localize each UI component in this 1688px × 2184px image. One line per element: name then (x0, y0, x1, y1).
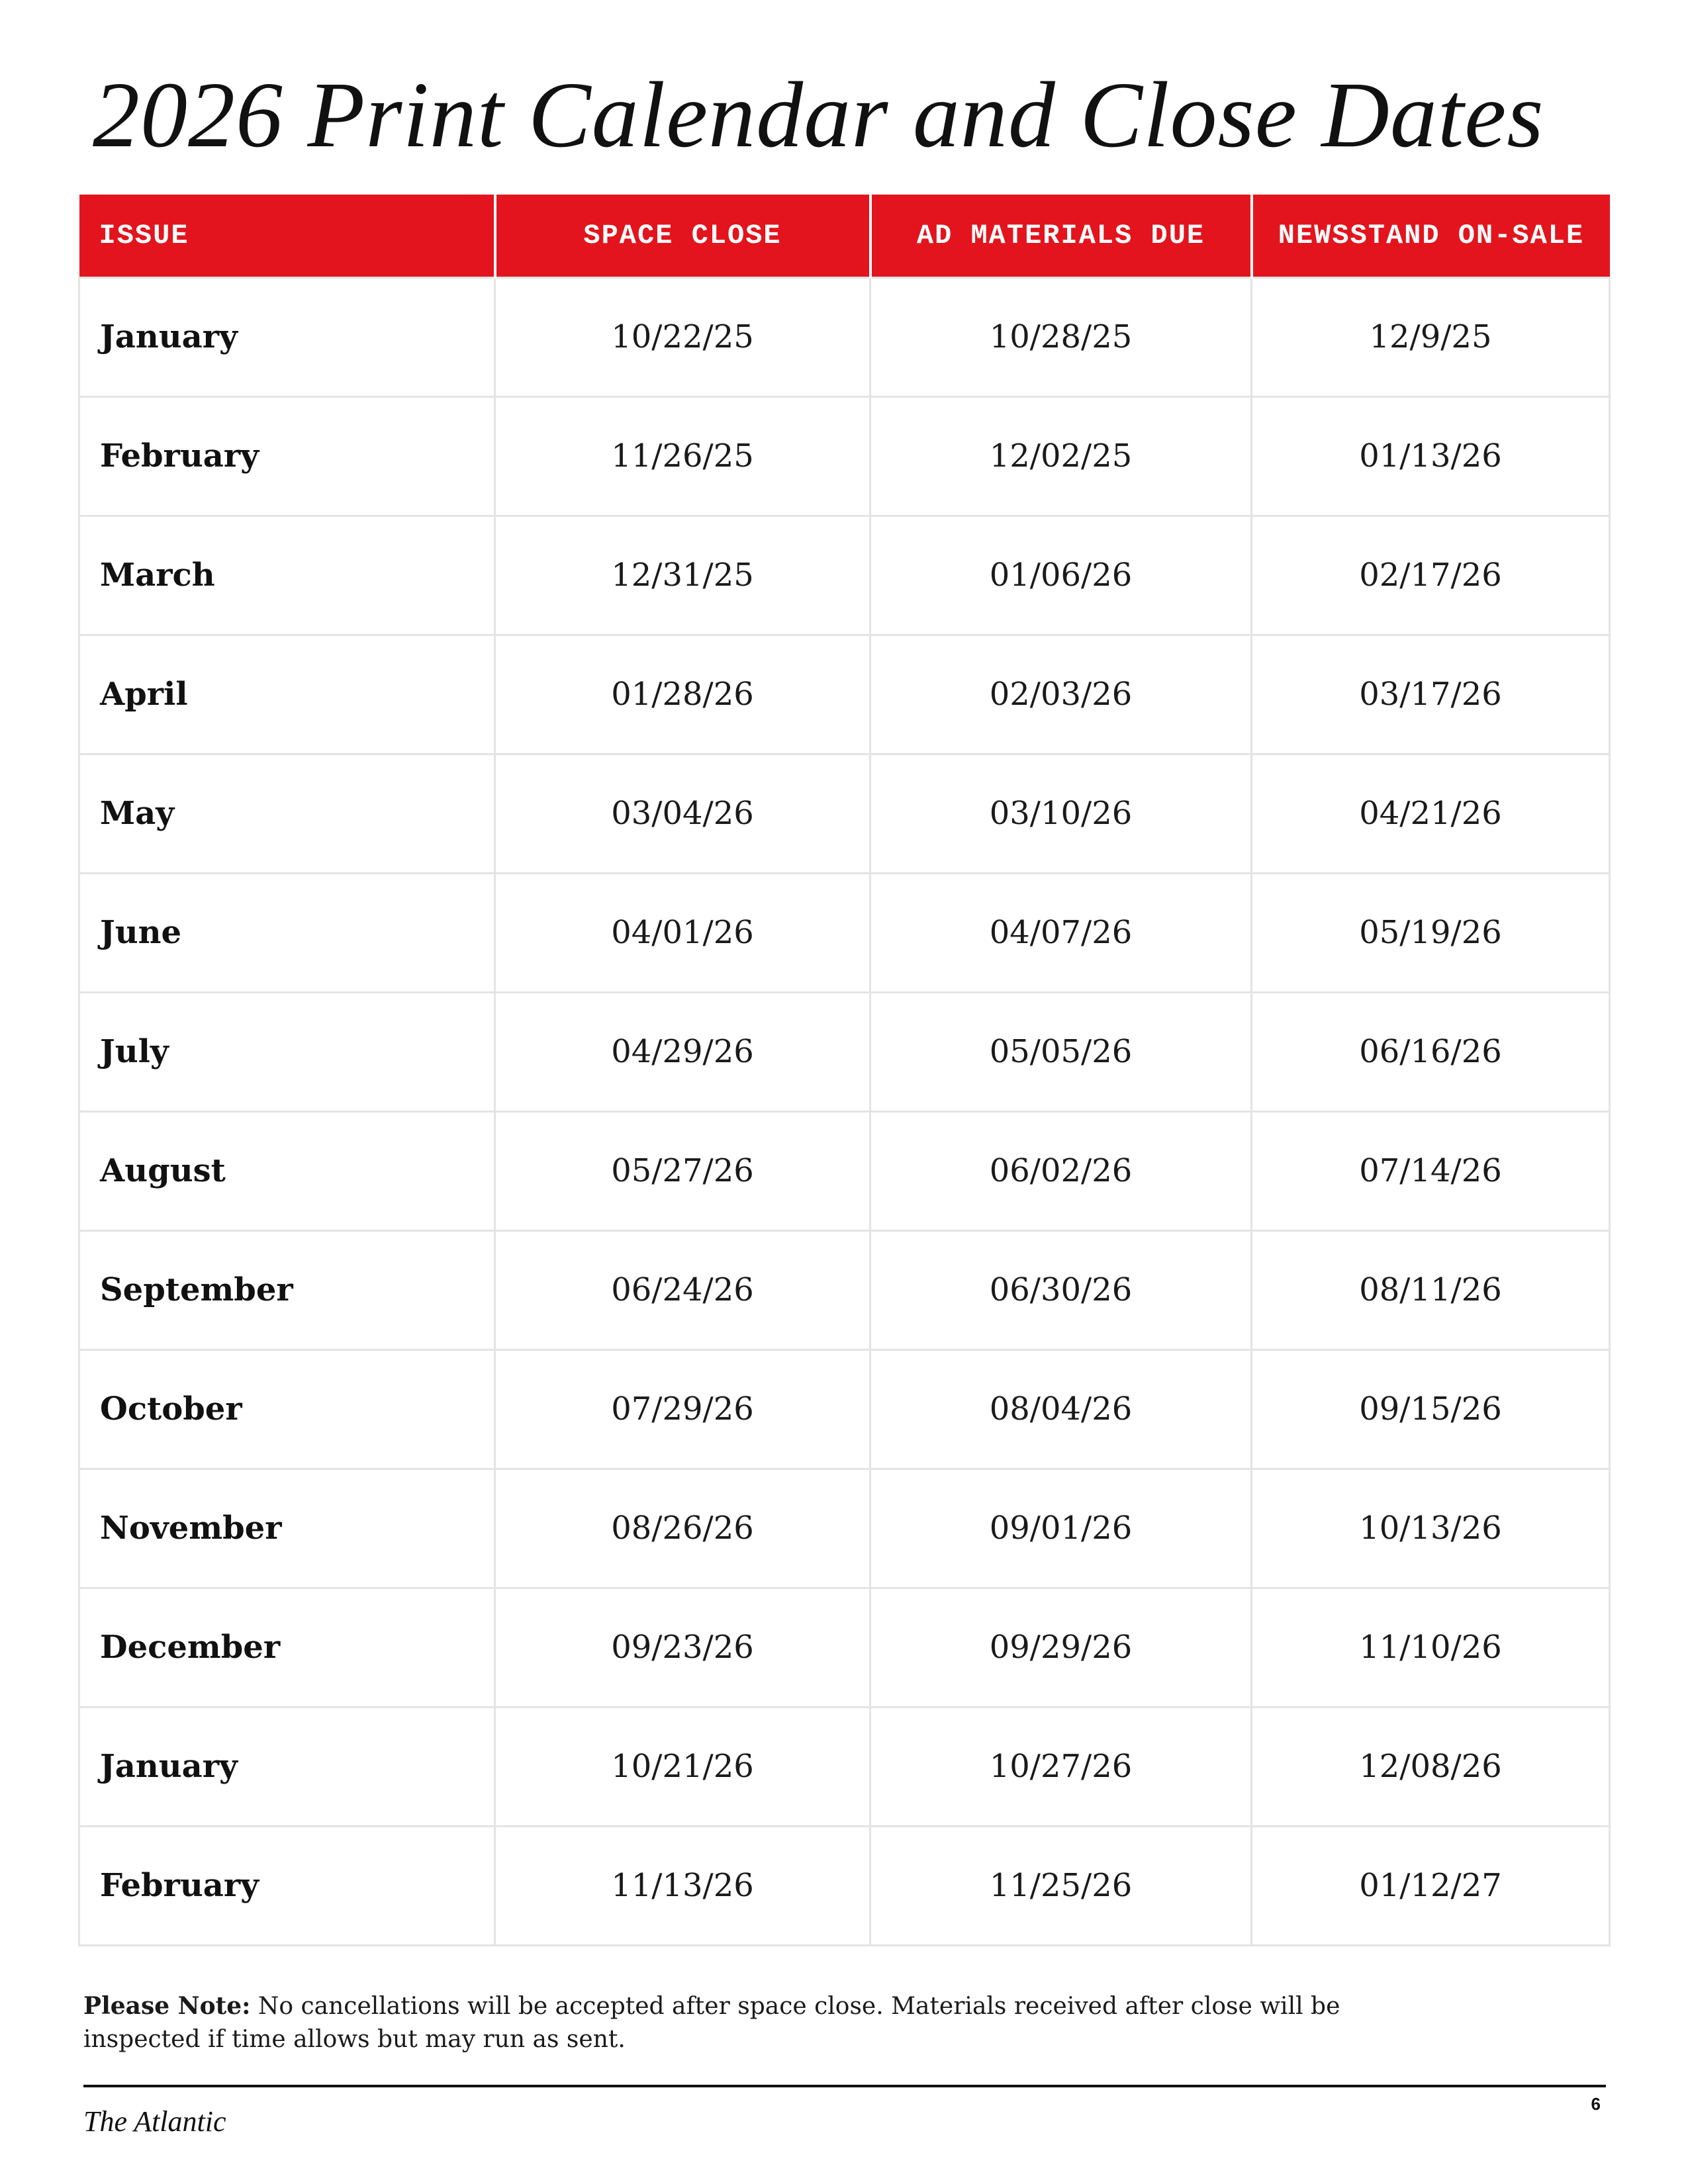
newsstand-on-sale-cell: 01/12/27 (1252, 1826, 1610, 1945)
issue-cell: August (79, 1111, 495, 1230)
issue-cell: July (79, 992, 495, 1111)
space-close-cell: 10/21/26 (495, 1707, 870, 1826)
ad-materials-due-cell: 09/01/26 (870, 1469, 1252, 1588)
newsstand-on-sale-cell: 07/14/26 (1252, 1111, 1610, 1230)
page-title: 2026 Print Calendar and Close Dates (93, 62, 1544, 167)
space-close-cell: 10/22/25 (495, 277, 870, 396)
newsstand-on-sale-cell: 12/9/25 (1252, 277, 1610, 396)
newsstand-on-sale-cell: 01/13/26 (1252, 396, 1610, 516)
please-note (83, 1989, 1341, 2056)
ad-materials-due-cell: 10/27/26 (870, 1707, 1252, 1826)
ad-materials-due-cell: 11/25/26 (870, 1826, 1252, 1945)
space-close-cell: 12/31/25 (495, 516, 870, 635)
table-row (79, 992, 1610, 1111)
table-row (79, 1349, 1610, 1469)
table-row (79, 516, 1610, 635)
newsstand-on-sale-cell: 12/08/26 (1252, 1707, 1610, 1826)
newsstand-on-sale-cell: 03/17/26 (1252, 635, 1610, 754)
issue-cell: October (79, 1349, 495, 1469)
issue-cell: February (79, 396, 495, 516)
ad-materials-due-cell: 06/02/26 (870, 1111, 1252, 1230)
column-header-issue: ISSUE (79, 195, 495, 277)
ad-materials-due-cell: 05/05/26 (870, 992, 1252, 1111)
issue-cell: January (79, 1707, 495, 1826)
newsstand-on-sale-cell: 04/21/26 (1252, 754, 1610, 873)
space-close-cell: 08/26/26 (495, 1469, 870, 1588)
issue-cell: February (79, 1826, 495, 1945)
space-close-cell: 03/04/26 (495, 754, 870, 873)
table-row (79, 277, 1610, 396)
newsstand-on-sale-cell: 02/17/26 (1252, 516, 1610, 635)
column-header-space-close: SPACE CLOSE (495, 195, 870, 277)
issue-cell: December (79, 1588, 495, 1707)
ad-materials-due-cell: 03/10/26 (870, 754, 1252, 873)
newsstand-on-sale-cell: 06/16/26 (1252, 992, 1610, 1111)
space-close-cell: 09/23/26 (495, 1588, 870, 1707)
space-close-cell: 04/01/26 (495, 873, 870, 992)
footer-divider (83, 2085, 1606, 2087)
table-row (79, 1111, 1610, 1230)
table-row (79, 635, 1610, 754)
space-close-cell: 07/29/26 (495, 1349, 870, 1469)
space-close-cell: 06/24/26 (495, 1230, 870, 1349)
ad-materials-due-cell: 04/07/26 (870, 873, 1252, 992)
space-close-cell: 04/29/26 (495, 992, 870, 1111)
table-header-row (79, 195, 1610, 277)
space-close-cell: 11/26/25 (495, 396, 870, 516)
ad-materials-due-cell: 09/29/26 (870, 1588, 1252, 1707)
ad-materials-due-cell: 06/30/26 (870, 1230, 1252, 1349)
table-row (79, 1230, 1610, 1349)
issue-cell: March (79, 516, 495, 635)
column-header-newsstand-on-sale: NEWSSTAND ON-SALE (1252, 195, 1610, 277)
issue-cell: November (79, 1469, 495, 1588)
table-row (79, 754, 1610, 873)
footer-brand-logo: The Atlantic (83, 2105, 226, 2138)
issue-cell: September (79, 1230, 495, 1349)
newsstand-on-sale-cell: 08/11/26 (1252, 1230, 1610, 1349)
column-header-ad-materials-due: AD MATERIALS DUE (870, 195, 1252, 277)
newsstand-on-sale-cell: 05/19/26 (1252, 873, 1610, 992)
table-row (79, 396, 1610, 516)
table-row (79, 1588, 1610, 1707)
space-close-cell: 01/28/26 (495, 635, 870, 754)
table-row (79, 873, 1610, 992)
space-close-cell: 11/13/26 (495, 1826, 870, 1945)
issue-cell: June (79, 873, 495, 992)
ad-materials-due-cell: 10/28/25 (870, 277, 1252, 396)
newsstand-on-sale-cell: 10/13/26 (1252, 1469, 1610, 1588)
newsstand-on-sale-cell: 11/10/26 (1252, 1588, 1610, 1707)
ad-materials-due-cell: 01/06/26 (870, 516, 1252, 635)
page-number: 6 (1591, 2094, 1601, 2114)
table-body (79, 277, 1610, 1945)
ad-materials-due-cell: 12/02/25 (870, 396, 1252, 516)
newsstand-on-sale-cell: 09/15/26 (1252, 1349, 1610, 1469)
table-row (79, 1707, 1610, 1826)
print-calendar-table (78, 195, 1611, 1946)
note-label: Please Note: (83, 1992, 251, 2020)
note-text: No cancellations will be accepted after space close. Materials received after close will be inspected if time allows but may run as sent. (83, 1993, 1340, 2053)
table-row (79, 1469, 1610, 1588)
space-close-cell: 05/27/26 (495, 1111, 870, 1230)
table-row (79, 1826, 1610, 1945)
ad-materials-due-cell: 08/04/26 (870, 1349, 1252, 1469)
issue-cell: May (79, 754, 495, 873)
issue-cell: January (79, 277, 495, 396)
issue-cell: April (79, 635, 495, 754)
ad-materials-due-cell: 02/03/26 (870, 635, 1252, 754)
